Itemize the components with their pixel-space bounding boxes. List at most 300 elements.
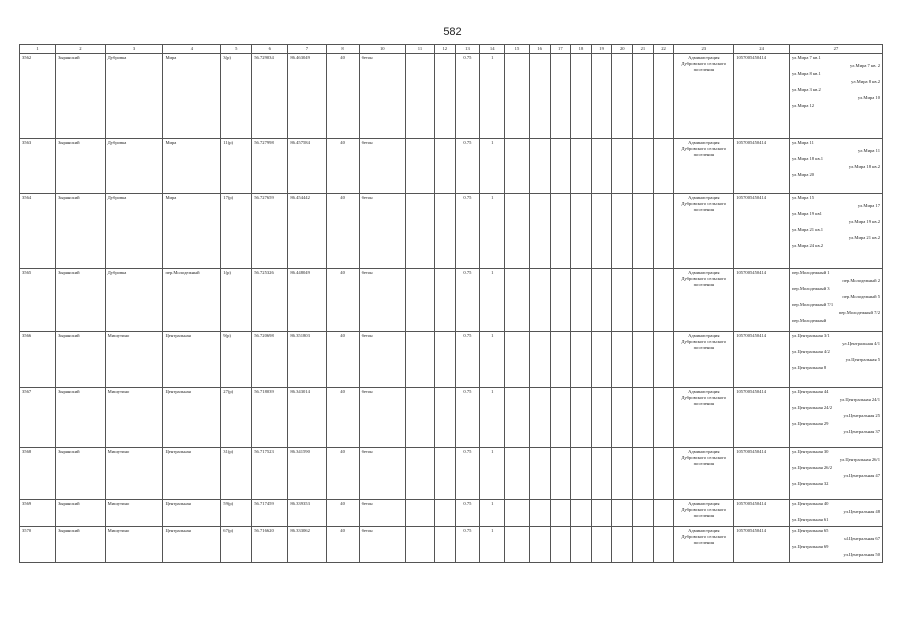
col12-cell — [434, 194, 455, 269]
col22-cell — [653, 194, 674, 269]
owner-cell: Администрация Дубровского сельского поселения — [674, 388, 734, 448]
address-line: ул.Мира 8 кв.2 — [851, 79, 880, 84]
col21-cell — [633, 500, 654, 527]
address-line: ул.Центральная 3/1 — [791, 333, 830, 338]
latitude-cell: 56.727998 — [252, 139, 288, 194]
column-number: 24 — [734, 45, 790, 54]
address-line: ул.Центральная 26/1 — [839, 457, 880, 462]
col17-cell — [550, 54, 571, 139]
col21-cell — [633, 194, 654, 269]
material-cell: бетон — [359, 527, 405, 563]
address-line: ул.Мира 3 кв.2 — [791, 87, 821, 92]
column-number: 6 — [252, 45, 288, 54]
row-number: 3567 — [20, 388, 56, 448]
address-line: ул.Центральная 25 — [843, 413, 880, 418]
address-line: ул.Мира 12 — [791, 103, 815, 108]
address-line: ул.Центральная 65 — [791, 528, 829, 533]
column-number: 3 — [105, 45, 163, 54]
column-number: 5 — [221, 45, 252, 54]
longitude-cell: 86.448049 — [288, 269, 326, 332]
column-number: 17 — [550, 45, 571, 54]
col8-cell: 40 — [326, 448, 359, 500]
addresses-cell — [789, 194, 882, 269]
inn-cell: 1057005450414 — [734, 448, 790, 500]
col14-cell: 1 — [480, 527, 505, 563]
col16-cell — [529, 139, 550, 194]
col14-cell: 1 — [480, 194, 505, 269]
col22-cell — [653, 500, 674, 527]
street-cell: Центральная — [163, 527, 221, 563]
col17-cell — [550, 448, 571, 500]
material-cell: бетон — [359, 448, 405, 500]
longitude-cell: 86.457584 — [288, 139, 326, 194]
district-cell: Зырянский — [56, 332, 106, 388]
column-number: 7 — [288, 45, 326, 54]
address-line: ул.Мира 18 кв.1 — [791, 156, 824, 161]
street-cell: Центральная — [163, 448, 221, 500]
table-row — [20, 54, 883, 139]
col16-cell — [529, 388, 550, 448]
col16-cell — [529, 500, 550, 527]
material-cell: бетон — [359, 500, 405, 527]
material-cell: бетон — [359, 388, 405, 448]
address-line: ул.Центральная 26/2 — [791, 465, 833, 470]
owner-cell: Администрация Дубровского сельского поселения — [674, 54, 734, 139]
row-number: 3566 — [20, 332, 56, 388]
longitude-cell: 86.339353 — [288, 500, 326, 527]
addresses-cell — [789, 332, 882, 388]
col19-cell — [591, 269, 612, 332]
column-number: 20 — [612, 45, 633, 54]
owner-cell: Администрация Дубровского сельского поселения — [674, 332, 734, 388]
col22-cell — [653, 332, 674, 388]
addresses-cell — [789, 54, 882, 139]
row-number: 3570 — [20, 527, 56, 563]
address-line: пер.Молодежный 3 — [791, 286, 830, 291]
col20-cell — [612, 448, 633, 500]
addresses-cell — [789, 269, 882, 332]
col18-cell — [571, 332, 592, 388]
addresses-cell — [789, 139, 882, 194]
address-line: ул.Центральная 48 — [843, 509, 880, 514]
col13-cell: 0.75 — [455, 332, 480, 388]
owner-cell: Администрация Дубровского сельского поселения — [674, 139, 734, 194]
column-number: 2 — [56, 45, 106, 54]
longitude-cell: 86.463049 — [288, 54, 326, 139]
col13-cell: 0.75 — [455, 500, 480, 527]
addresses-cell — [789, 527, 882, 563]
column-number: 14 — [480, 45, 505, 54]
table-row — [20, 527, 883, 563]
address-line: ул.Центральная 44 — [791, 389, 829, 394]
locality-cell: Дубровка — [105, 269, 163, 332]
col20-cell — [612, 527, 633, 563]
address-line: пер.Молодежный 7/1 — [791, 302, 834, 307]
col18-cell — [571, 527, 592, 563]
longitude-cell: 86.454442 — [288, 194, 326, 269]
table-row — [20, 332, 883, 388]
address-line: ул.Мира 8 кв.1 — [791, 71, 821, 76]
col20-cell — [612, 269, 633, 332]
col13-cell: 0.75 — [455, 194, 480, 269]
locality-cell: Мишутино — [105, 388, 163, 448]
district-cell: Зырянский — [56, 388, 106, 448]
house-cell: 67(р) — [221, 527, 252, 563]
col19-cell — [591, 527, 612, 563]
latitude-cell: 56.717459 — [252, 500, 288, 527]
address-line: ул.Мира 20 — [791, 172, 815, 177]
row-number: 3569 — [20, 500, 56, 527]
address-line: ул.Мира 24 кв.2 — [791, 243, 824, 248]
table-row — [20, 388, 883, 448]
table-row — [20, 500, 883, 527]
district-cell: Зырянский — [56, 448, 106, 500]
column-number: 1 — [20, 45, 56, 54]
latitude-cell: 56.717523 — [252, 448, 288, 500]
col22-cell — [653, 448, 674, 500]
column-number: 27 — [789, 45, 882, 54]
column-number: 23 — [674, 45, 734, 54]
col11-cell — [406, 139, 435, 194]
col13-cell: 0.75 — [455, 527, 480, 563]
inn-cell: 1057005450414 — [734, 54, 790, 139]
col18-cell — [571, 500, 592, 527]
col22-cell — [653, 139, 674, 194]
address-line: ул.Мира 7 кв. 2 — [849, 63, 880, 68]
page-number: 582 — [443, 26, 462, 38]
owner-cell: Администрация Дубровского сельского поселения — [674, 500, 734, 527]
col16-cell — [529, 527, 550, 563]
col8-cell: 40 — [326, 194, 359, 269]
house-cell: 9(р) — [221, 332, 252, 388]
col21-cell — [633, 269, 654, 332]
house-cell: 3(р) — [221, 54, 252, 139]
house-cell: 17(р) — [221, 194, 252, 269]
material-cell: бетон — [359, 332, 405, 388]
col16-cell — [529, 54, 550, 139]
col15-cell — [505, 54, 530, 139]
col19-cell — [591, 500, 612, 527]
address-line: ул.Центральная 32 — [791, 481, 829, 486]
col16-cell — [529, 269, 550, 332]
col22-cell — [653, 388, 674, 448]
material-cell: бетон — [359, 139, 405, 194]
district-cell: Зырянский — [56, 54, 106, 139]
col14-cell: 1 — [480, 269, 505, 332]
address-line: ул.Центральная 47 — [843, 473, 880, 478]
column-number: 21 — [633, 45, 654, 54]
district-cell: Зырянский — [56, 194, 106, 269]
col13-cell: 0.75 — [455, 54, 480, 139]
address-line: ул.Мира 19 кв1 — [791, 211, 822, 216]
registry-table — [19, 44, 883, 563]
table-row — [20, 139, 883, 194]
col15-cell — [505, 332, 530, 388]
owner-cell: Администрация Дубровского сельского поселения — [674, 269, 734, 332]
col8-cell: 40 — [326, 54, 359, 139]
longitude-cell: 86.343014 — [288, 388, 326, 448]
address-line: ул.Мира 11 — [791, 140, 814, 145]
house-cell: 11(р) — [221, 139, 252, 194]
col19-cell — [591, 194, 612, 269]
col11-cell — [406, 269, 435, 332]
column-number: 16 — [529, 45, 550, 54]
address-line: ул.Центральная 8 — [791, 365, 827, 370]
col15-cell — [505, 527, 530, 563]
house-cell: 59(р) — [221, 500, 252, 527]
longitude-cell: 86.351803 — [288, 332, 326, 388]
house-cell: 27(р) — [221, 388, 252, 448]
col8-cell: 40 — [326, 332, 359, 388]
col8-cell: 40 — [326, 269, 359, 332]
address-line: ул.Центральная 50 — [843, 552, 880, 557]
col20-cell — [612, 139, 633, 194]
locality-cell: Мишутино — [105, 448, 163, 500]
col20-cell — [612, 194, 633, 269]
address-line: ул.Мира 10 — [857, 95, 880, 100]
latitude-cell: 56.725326 — [252, 269, 288, 332]
col12-cell — [434, 332, 455, 388]
column-number: 15 — [505, 45, 530, 54]
col17-cell — [550, 139, 571, 194]
col17-cell — [550, 194, 571, 269]
col18-cell — [571, 139, 592, 194]
col18-cell — [571, 54, 592, 139]
col12-cell — [434, 139, 455, 194]
table-row — [20, 194, 883, 269]
column-number: 13 — [455, 45, 480, 54]
col20-cell — [612, 388, 633, 448]
column-number: 10 — [359, 45, 405, 54]
inn-cell: 1057005450414 — [734, 500, 790, 527]
col19-cell — [591, 332, 612, 388]
col14-cell: 1 — [480, 500, 505, 527]
street-cell: Мира — [163, 139, 221, 194]
address-line: ул.Мира 11 — [858, 148, 880, 153]
latitude-cell: 56.729034 — [252, 54, 288, 139]
col8-cell: 40 — [326, 388, 359, 448]
address-line: ул.Мира 17 — [857, 203, 880, 208]
inn-cell: 1057005450414 — [734, 388, 790, 448]
col12-cell — [434, 527, 455, 563]
owner-cell: Администрация Дубровского сельского поселения — [674, 194, 734, 269]
material-cell: бетон — [359, 269, 405, 332]
col16-cell — [529, 448, 550, 500]
locality-cell: Мишутино — [105, 500, 163, 527]
column-number: 12 — [434, 45, 455, 54]
addresses-cell — [789, 388, 882, 448]
house-cell: 1(р) — [221, 269, 252, 332]
col14-cell: 1 — [480, 388, 505, 448]
col16-cell — [529, 194, 550, 269]
district-cell: Зырянский — [56, 139, 106, 194]
table-row — [20, 448, 883, 500]
column-number: 4 — [163, 45, 221, 54]
locality-cell: Мишутино — [105, 527, 163, 563]
address-line: ул.Центральная 69 — [791, 544, 829, 549]
column-number: 18 — [571, 45, 592, 54]
address-line: ул.Центральная 4/1 — [842, 341, 880, 346]
col21-cell — [633, 139, 654, 194]
col11-cell — [406, 54, 435, 139]
col15-cell — [505, 139, 530, 194]
owner-cell: Администрация Дубровского сельского поселения — [674, 527, 734, 563]
col18-cell — [571, 388, 592, 448]
column-number: 8 — [326, 45, 359, 54]
district-cell: Зырянский — [56, 527, 106, 563]
col13-cell: 0.75 — [455, 269, 480, 332]
col15-cell — [505, 500, 530, 527]
address-line: ул.Центральная 5 — [845, 357, 880, 362]
col15-cell — [505, 448, 530, 500]
col12-cell — [434, 54, 455, 139]
latitude-cell: 56.727659 — [252, 194, 288, 269]
col22-cell — [653, 54, 674, 139]
col11-cell — [406, 332, 435, 388]
col22-cell — [653, 269, 674, 332]
column-number: 11 — [406, 45, 435, 54]
district-cell: Зырянский — [56, 269, 106, 332]
col18-cell — [571, 448, 592, 500]
col18-cell — [571, 194, 592, 269]
col12-cell — [434, 388, 455, 448]
col17-cell — [550, 332, 571, 388]
address-line: ул.Центральная 29 — [791, 421, 829, 426]
table-row — [20, 269, 883, 332]
col11-cell — [406, 388, 435, 448]
row-number: 3568 — [20, 448, 56, 500]
col19-cell — [591, 139, 612, 194]
col20-cell — [612, 500, 633, 527]
inn-cell: 1057005450414 — [734, 332, 790, 388]
col11-cell — [406, 500, 435, 527]
col15-cell — [505, 388, 530, 448]
col15-cell — [505, 194, 530, 269]
address-line: пер.Молодежный 5 — [842, 294, 880, 299]
address-line: пер.Молодежный 2 — [842, 278, 880, 283]
district-cell: Зырянский — [56, 500, 106, 527]
address-line: ул.Мира 21 кв.1 — [791, 227, 824, 232]
col8-cell: 40 — [326, 527, 359, 563]
col21-cell — [633, 527, 654, 563]
address-line: ул.Мира 15 — [791, 195, 815, 200]
col14-cell: 1 — [480, 448, 505, 500]
col18-cell — [571, 269, 592, 332]
row-number: 3564 — [20, 194, 56, 269]
address-line: ул.Мира 19 кв.2 — [848, 219, 880, 224]
locality-cell: Дубровка — [105, 194, 163, 269]
col21-cell — [633, 388, 654, 448]
col11-cell — [406, 194, 435, 269]
inn-cell: 1057005450414 — [734, 194, 790, 269]
col17-cell — [550, 500, 571, 527]
col17-cell — [550, 269, 571, 332]
house-cell: 31(р) — [221, 448, 252, 500]
col13-cell: 0.75 — [455, 448, 480, 500]
street-cell: Мира — [163, 194, 221, 269]
address-line: пер.Молодежный — [791, 318, 827, 323]
col20-cell — [612, 54, 633, 139]
address-line: ул.Центральная 61 — [791, 517, 829, 522]
inn-cell: 1057005450414 — [734, 269, 790, 332]
col21-cell — [633, 54, 654, 139]
owner-cell: Администрация Дубровского сельского поселения — [674, 448, 734, 500]
col13-cell: 0.75 — [455, 388, 480, 448]
address-line: ул.Центральная 24/1 — [839, 397, 880, 402]
col19-cell — [591, 54, 612, 139]
col19-cell — [591, 388, 612, 448]
column-number-row — [20, 45, 883, 54]
street-cell: Центральная — [163, 500, 221, 527]
column-number: 22 — [653, 45, 674, 54]
address-line: ул.Центральная 30 — [791, 449, 829, 454]
address-line: ул.Мира 18 кв.2 — [848, 164, 880, 169]
locality-cell: Дубровка — [105, 139, 163, 194]
address-line: пер.Молодежный 1 — [791, 270, 830, 275]
latitude-cell: 56.720698 — [252, 332, 288, 388]
col20-cell — [612, 332, 633, 388]
col21-cell — [633, 332, 654, 388]
col13-cell: 0.75 — [455, 139, 480, 194]
latitude-cell: 56.716620 — [252, 527, 288, 563]
street-cell: Центральная — [163, 388, 221, 448]
locality-cell: Дубровка — [105, 54, 163, 139]
locality-cell: Мишутино — [105, 332, 163, 388]
col15-cell — [505, 269, 530, 332]
col17-cell — [550, 388, 571, 448]
address-line: ул.Центральная 40 — [791, 501, 829, 506]
col16-cell — [529, 332, 550, 388]
col14-cell: 1 — [480, 54, 505, 139]
col14-cell: 1 — [480, 139, 505, 194]
address-line: ул.Центральная 4/2 — [791, 349, 830, 354]
col11-cell — [406, 448, 435, 500]
street-cell: Центральная — [163, 332, 221, 388]
col8-cell: 40 — [326, 139, 359, 194]
address-line: ул.Центральная 37 — [843, 429, 880, 434]
col19-cell — [591, 448, 612, 500]
address-line: ul.Центральная 67 — [844, 536, 880, 541]
address-line: ул.Мира 21 кв.2 — [848, 235, 880, 240]
col8-cell: 40 — [326, 500, 359, 527]
addresses-cell — [789, 500, 882, 527]
col12-cell — [434, 448, 455, 500]
row-number: 3565 — [20, 269, 56, 332]
material-cell: бетон — [359, 194, 405, 269]
addresses-cell — [789, 448, 882, 500]
material-cell: бетон — [359, 54, 405, 139]
col21-cell — [633, 448, 654, 500]
column-number: 19 — [591, 45, 612, 54]
street-cell: пер.Молодежный — [163, 269, 221, 332]
longitude-cell: 86.333062 — [288, 527, 326, 563]
col14-cell: 1 — [480, 332, 505, 388]
col22-cell — [653, 527, 674, 563]
col12-cell — [434, 500, 455, 527]
latitude-cell: 56.718039 — [252, 388, 288, 448]
col11-cell — [406, 527, 435, 563]
inn-cell: 1057005450414 — [734, 139, 790, 194]
col12-cell — [434, 269, 455, 332]
address-line: ул.Центральная 24/2 — [791, 405, 833, 410]
inn-cell: 1057005450414 — [734, 527, 790, 563]
address-line: ул.Мира 7 кв.1 — [791, 55, 821, 60]
row-number: 3562 — [20, 54, 56, 139]
row-number: 3563 — [20, 139, 56, 194]
street-cell: Мира — [163, 54, 221, 139]
longitude-cell: 86.341590 — [288, 448, 326, 500]
address-line: пер.Молодежный 7/2 — [838, 310, 880, 315]
